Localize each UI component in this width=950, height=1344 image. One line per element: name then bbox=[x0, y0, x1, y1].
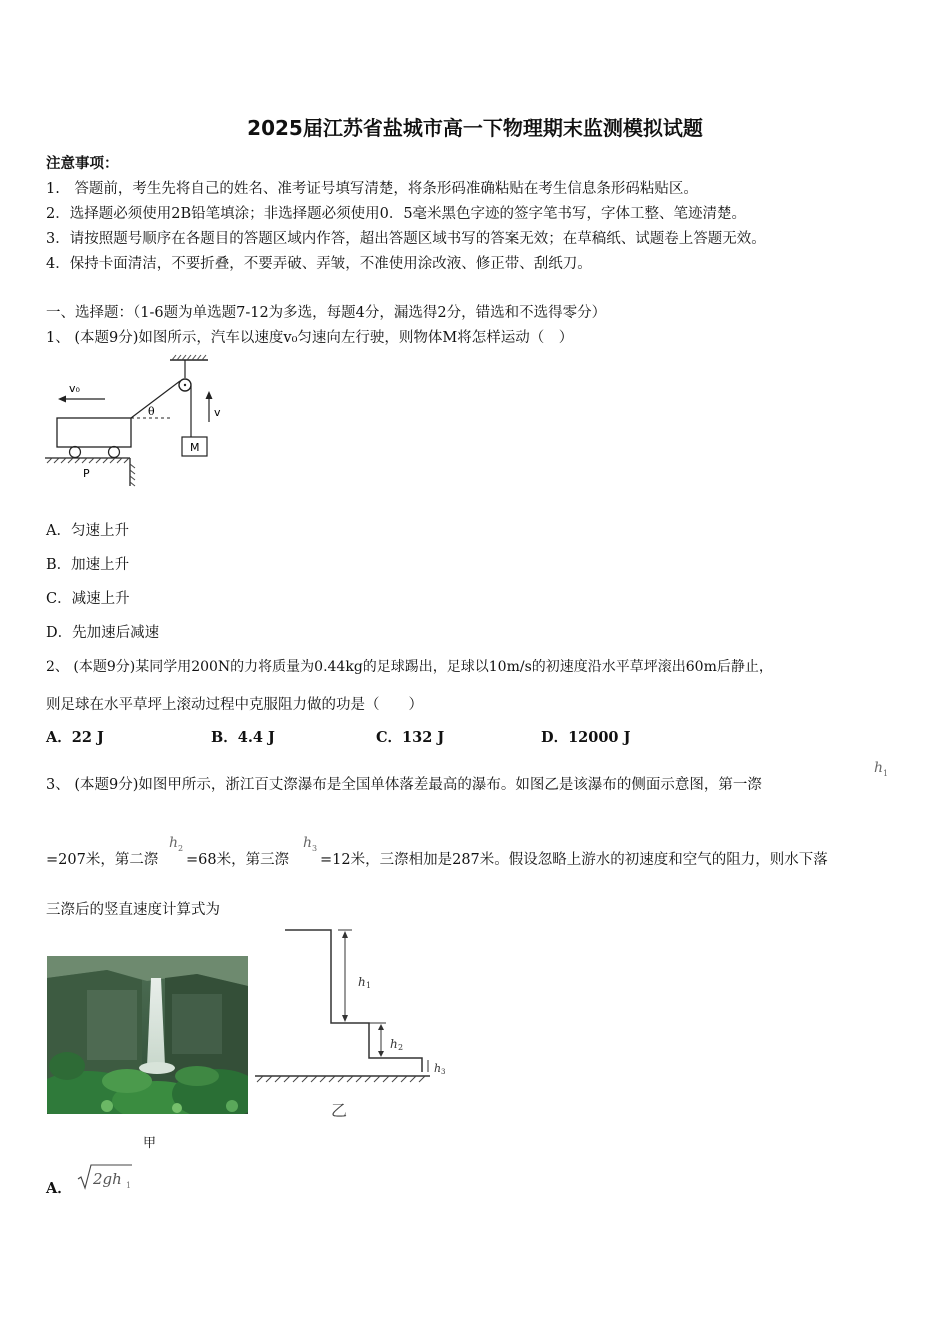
question-2-option-d[interactable]: D．12000 J bbox=[541, 729, 631, 746]
option-a-expr-sub: 1 bbox=[126, 1181, 132, 1190]
question-1-figure bbox=[42, 350, 227, 490]
figure-yi-label: 乙 bbox=[331, 1101, 348, 1120]
notice-item-2: 2．选择题必须使用2B铅笔填涂；非选择题必须使用0．5毫米黑色字迹的签字笔书写，字体工整、笔迹清楚。 bbox=[46, 206, 747, 222]
notice-item-3: 3．请按照题号顺序在各题目的答题区域内作答，超出答题区域书写的答案无效；在草稿纸、试题卷上答题无效。 bbox=[46, 231, 766, 247]
question-1-stem: 1、 (本题9分)如图所示，汽车以速度v₀匀速向左行驶，则物体M将怎样运动（ ） bbox=[46, 330, 574, 346]
h3-symbol: $h_3$ bbox=[303, 835, 318, 853]
question-2-stem-line-2: 则足球在水平草坪上滚动过程中克服阻力做的功是（ ） bbox=[46, 697, 423, 713]
figure-jia-label: 甲 bbox=[143, 1136, 157, 1151]
label-p: P bbox=[83, 467, 90, 480]
notice-item-1: 1. 答题前，考生先将自己的姓名、准考证号填写清楚，将条形码准确粘贴在考生信息条形码粘贴区。 bbox=[46, 181, 698, 197]
diagram-h3-label: h bbox=[434, 1062, 442, 1075]
question-3-option-a-label[interactable]: A． bbox=[46, 1180, 72, 1197]
question-2-option-a[interactable]: A．22 J bbox=[46, 729, 104, 746]
diagram-h1-sub: 1 bbox=[366, 981, 372, 990]
section-heading: 一、选择题：（1-6题为单选题7-12为多选，每题4分，漏选得2分，错选和不选得零分） bbox=[46, 305, 607, 321]
waterfall-photo bbox=[47, 956, 248, 1114]
page-title: 2025届江苏省盐城市高一下物理期末监测模拟试题 bbox=[247, 116, 703, 140]
h1-symbol: $h_1$ bbox=[874, 760, 889, 778]
question-1-option-a[interactable]: A．匀速上升 bbox=[46, 523, 129, 539]
question-3-stem-line-1: 3、 (本题9分)如图甲所示，浙江百丈漈瀑布是全国单体落差最高的瀑布。如图乙是该瀑布的侧面示意图，第一漈 bbox=[46, 777, 762, 793]
car-body bbox=[57, 418, 131, 447]
question-2-stem-line-1: 2、 (本题9分)某同学用200N的力将质量为0.44kg的足球踢出，足球以10m/s的初速度沿水平草坪滚出60m后静止， bbox=[46, 659, 773, 675]
question-3-option-a-expression[interactable] bbox=[76, 1162, 136, 1192]
diagram-h2-sub: 2 bbox=[398, 1043, 404, 1052]
diagram-h3-sub: 3 bbox=[441, 1068, 446, 1076]
question-2-option-c[interactable]: C．132 J bbox=[376, 729, 445, 746]
question-3-stem-line-3: 三漈后的竖直速度计算式为 bbox=[46, 902, 220, 918]
question-3-stem-line-2b: =68米，第三漈 bbox=[186, 852, 290, 868]
h2-symbol: $h_2$ bbox=[169, 835, 184, 853]
label-v0: v₀ bbox=[69, 382, 80, 395]
waterfall-side-diagram bbox=[252, 922, 452, 1122]
question-2-option-b[interactable]: B．4.4 J bbox=[211, 729, 275, 746]
diagram-h1-label: h bbox=[358, 975, 366, 989]
diagram-h2-label: h bbox=[390, 1037, 398, 1051]
notice-item-4: 4．保持卡面清洁，不要折叠，不要弄破、弄皱，不准使用涂改液、修正带、刮纸刀。 bbox=[46, 256, 592, 272]
question-1-option-d[interactable]: D．先加速后减速 bbox=[46, 625, 160, 641]
label-v: v bbox=[214, 406, 221, 419]
question-1-option-b[interactable]: B．加速上升 bbox=[46, 557, 130, 573]
option-a-expr-text: 2gh bbox=[93, 1170, 122, 1188]
question-3-stem-line-2a: =207米，第二漈 bbox=[46, 852, 159, 868]
label-m: M bbox=[190, 441, 200, 454]
question-3-stem-line-2c: =12米，三漈相加是287米。假设忽略上游水的初速度和空气的阻力，则水下落 bbox=[320, 852, 828, 868]
label-theta: θ bbox=[148, 405, 155, 418]
question-1-option-c[interactable]: C．减速上升 bbox=[46, 591, 130, 607]
notice-heading: 注意事项： bbox=[46, 155, 119, 172]
